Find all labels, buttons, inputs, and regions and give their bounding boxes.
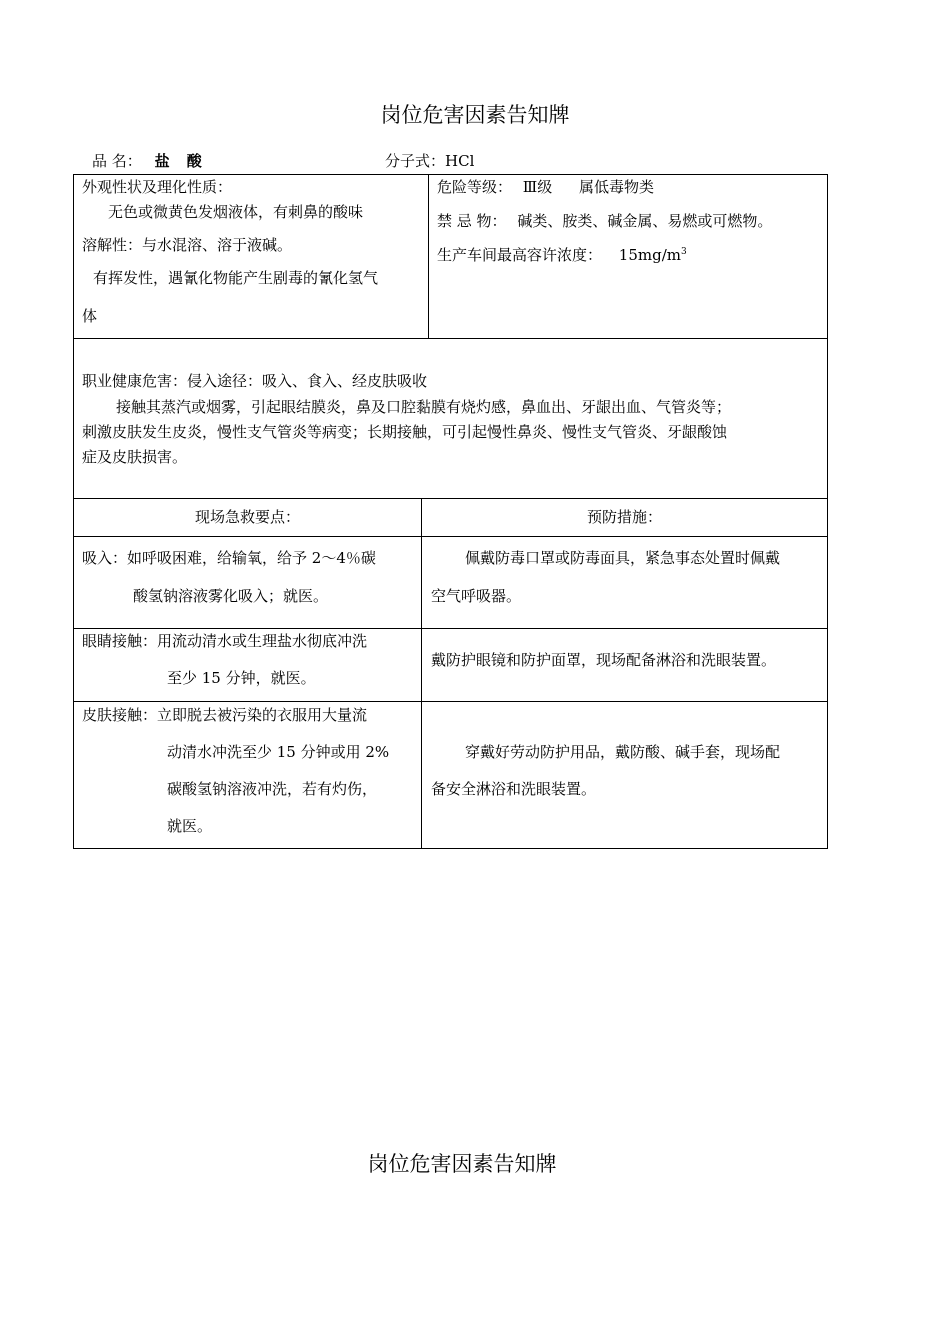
formula-row [385, 151, 474, 171]
table-border-right [827, 174, 828, 849]
prevention-line: 空气呼吸器。 [431, 587, 522, 605]
health-line: 症及皮肤损害。 [82, 448, 188, 466]
properties-line: 溶解性：与水混溶、溶于液碱。 [82, 236, 293, 254]
mac-superscript: 3 [681, 247, 687, 257]
properties-line: 体 [82, 307, 98, 325]
prevention-line: 备安全淋浴和洗眼装置。 [431, 780, 597, 798]
health-line: 职业健康危害：侵入途径：吸入、食入、经皮肤吸收 [82, 372, 428, 390]
eye-line: 至少 15 分钟，就医。 [167, 669, 316, 687]
mac-label: 生产车间最高容许浓度： [437, 246, 603, 264]
prevention-line: 穿戴好劳动防护用品，戴防酸、碱手套，现场配 [465, 743, 781, 761]
hazard-level-row [437, 177, 654, 197]
taboo-row [437, 211, 772, 231]
taboo-value: 碱类、胺类、碱金属、易燃或可燃物。 [517, 212, 773, 230]
mac-value: 15mg/m [618, 246, 681, 264]
properties-heading: 外观性状及理化性质： [82, 178, 233, 196]
table-border [73, 338, 828, 339]
properties-line: 有挥发性，遇氰化物能产生剧毒的氰化氢气 [93, 269, 379, 287]
hazard-level-label: 危险等级： [437, 178, 513, 196]
eye-line: 眼睛接触：用流动清水或生理盐水彻底冲洗 [82, 632, 368, 650]
properties-line: 无色或微黄色发烟液体，有刺鼻的酸味 [108, 203, 364, 221]
page-title: 岗位危害因素告知牌 [380, 103, 570, 127]
inhale-line: 吸入：如呼吸困难，给输氧，给予 2～4％碳 [82, 549, 376, 567]
formula-value: HCl [445, 152, 475, 170]
table-divider [428, 174, 429, 338]
product-name-label: 品 名： [92, 152, 142, 170]
table-border-top [73, 174, 828, 175]
table-divider [421, 498, 422, 848]
prevention-heading: 预防措施： [586, 508, 662, 526]
page-title-repeat: 岗位危害因素告知牌 [367, 1152, 557, 1176]
skin-line: 动清水冲洗至少 15 分钟或用 2% [167, 743, 390, 761]
product-name-row [92, 151, 208, 171]
health-line: 刺激皮肤发生皮炎，慢性支气管炎等病变；长期接触，可引起慢性鼻炎、慢性支气管炎、牙龈酸蚀 [82, 423, 728, 441]
hazard-level-value: Ⅲ级 [522, 178, 553, 196]
health-line: 接触其蒸汽或烟雾，引起眼结膜炎，鼻及口腔黏膜有烧灼感，鼻血出、牙龈出血、气管炎等； [116, 398, 732, 416]
firstaid-heading: 现场急救要点： [194, 508, 300, 526]
taboo-label: 禁 忌 物： [437, 212, 507, 230]
prevention-line: 戴防护眼镜和防护面罩，现场配备淋浴和洗眼装置。 [431, 651, 777, 669]
formula-label: 分子式： [385, 152, 446, 170]
skin-line: 皮肤接触：立即脱去被污染的衣服用大量流 [82, 706, 368, 724]
product-name-value: 盐 酸 [154, 152, 208, 170]
table-border-bottom [73, 848, 828, 849]
inhale-line: 酸氢钠溶液雾化吸入；就医。 [133, 587, 329, 605]
table-border [73, 498, 828, 499]
table-border [73, 628, 828, 629]
toxicity-class: 属低毒物类 [579, 178, 655, 196]
table-border [73, 536, 828, 537]
skin-line: 碳酸氢钠溶液冲洗，若有灼伤， [167, 780, 378, 798]
table-border [73, 701, 828, 702]
mac-row [437, 245, 687, 265]
prevention-line: 佩戴防毒口罩或防毒面具，紧急事态处置时佩戴 [465, 549, 781, 567]
skin-line: 就医。 [167, 817, 213, 835]
